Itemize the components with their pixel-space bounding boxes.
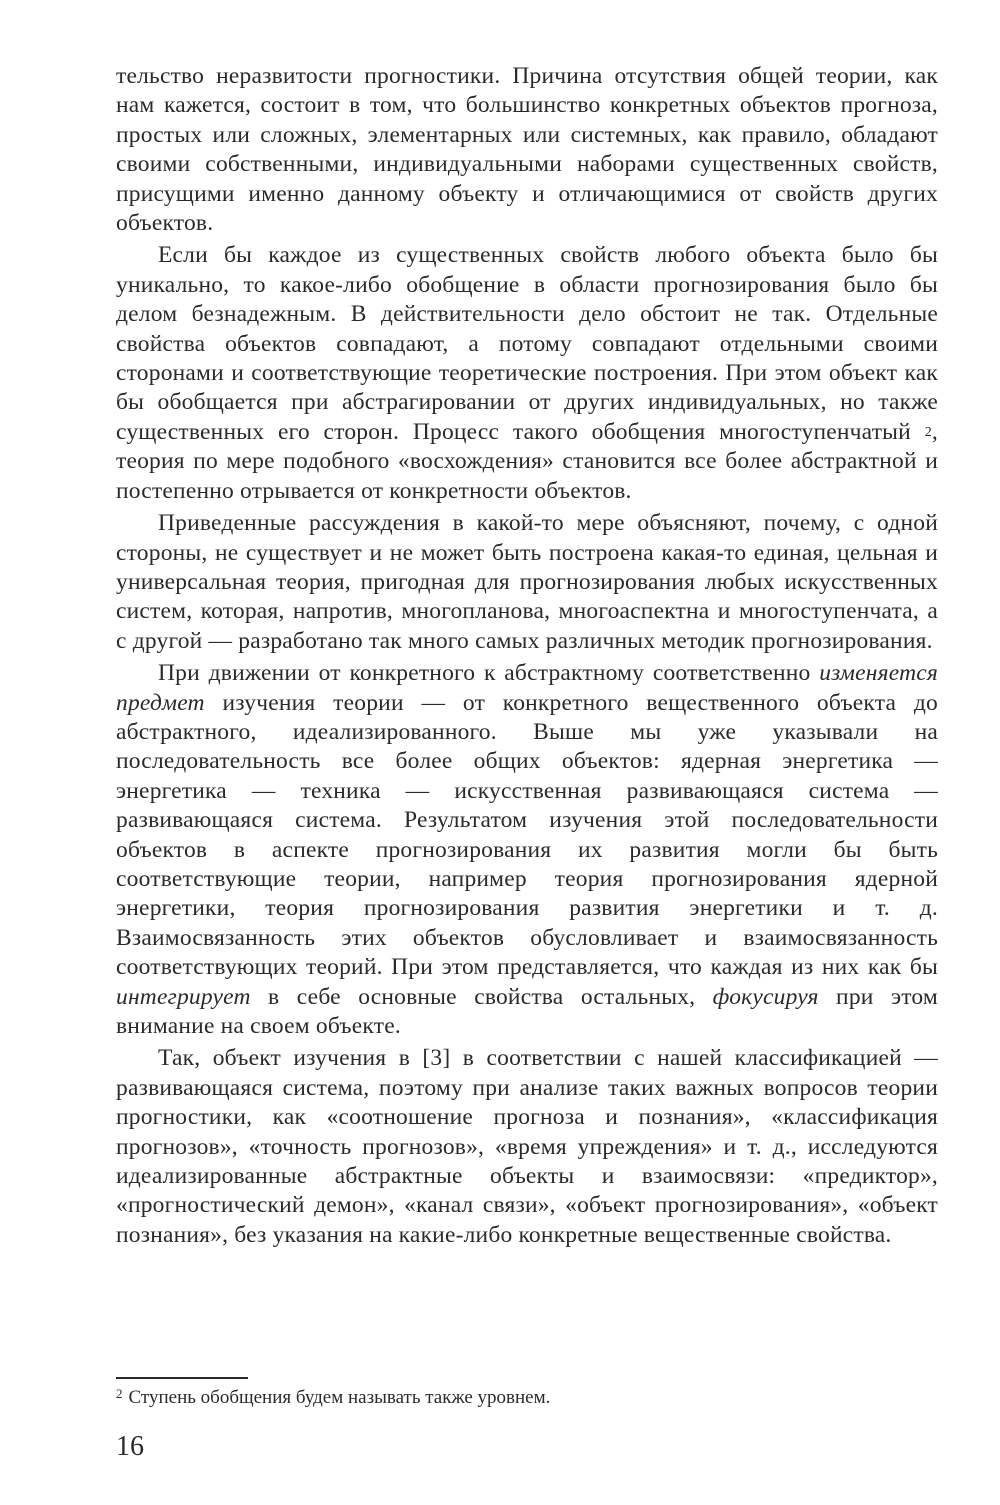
paragraph-4-text-d: при этом внимание на своем объекте.: [116, 983, 938, 1039]
page-body: [116, 62, 938, 1250]
paragraph-1-text: тельство неразвитости прогностики. Причина отсутствия общей теории, как нам кажется, состоит в том, что большинство конкретных объектов прогноза, простых или сложных, элементарных или системных, как правило, обладают своими собственными, индивидуальными наборами существенных свойств, присущими именно данному объекту и отличающимися от свойств других объектов.: [116, 63, 938, 237]
paragraph-2-text-a: Если бы каждое из существенных свойств любого объекта было бы уникально, то какое-либо обобщение в области прогнозирования было бы делом безнадежным. В действительности дело обстоит не так. Отдельные свойства объектов совпадают, а потому совпадают отдельными своими сторонами и соответствующие теоретические построения. При этом объект как бы обобщается при абстрагировании от других индивидуальных, но также существенных его сторон. Процесс такого обобщения многоступенчатый: [116, 242, 938, 445]
paragraph-3: [116, 509, 938, 656]
footnote: [116, 1385, 938, 1412]
paragraph-2-text-b: , теория по мере подобного «восхождения» становится все более абстрактной и постепенно отрывается от конкретности объектов.: [116, 418, 938, 504]
footnote-mark: 2: [116, 1386, 123, 1401]
emphasis-changes-subject: изменяется предмет: [116, 660, 938, 716]
paragraph-5: [116, 1044, 938, 1250]
paragraph-5-text: Так, объект изучения в [3] в соответствии с нашей классификацией — развивающаяся система, поэтому при анализе таких важных вопросов теории прогностики, как «соотношение прогноза и познания», «классификация прогнозов», «точность прогнозов», «время упреждения» и т. д., исследуются идеализированные абстрактные объекты и взаимосвязи: «предиктор», «прогностический демон», «канал связи», «объект прогнозирования», «объект познания», без указания на какие-либо конкретные вещественные свойства.: [116, 1045, 938, 1248]
paragraph-4-text-c: в себе основные свойства остальных,: [250, 983, 713, 1010]
paragraph-4: [116, 659, 938, 1041]
paragraph-1: [116, 62, 938, 238]
emphasis-integrates: интегрирует: [116, 983, 251, 1010]
paragraph-4-text-a: При движении от конкретного к абстрактному соответственно: [158, 660, 820, 687]
paragraph-2: [116, 241, 938, 506]
emphasis-focusing: фокусируя: [712, 983, 819, 1010]
footnote-text: Ступень обобщения будем называть также уровнем.: [128, 1387, 551, 1408]
paragraph-3-text: Приведенные рассуждения в какой-то мере объясняют, почему, с одной стороны, не существует и не может быть построена какая-то единая, цельная и универсальная теория, пригодная для прогнозирования любых искусственных систем, которая, напротив, многопланова, многоаспектна и многоступенчата, а с другой — разработано так много самых различных методик прогнозирования.: [116, 510, 938, 654]
page-number: 16: [116, 1431, 144, 1462]
footnote-divider: [116, 1377, 248, 1379]
paragraph-4-text-b: изучения теории — от конкретного вещественного объекта до абстрактного, идеализированного. Выше мы уже указывали на последовательность все более общих объектов: ядерная энергетика — энергетика — техника — искусственная развивающаяся система — развивающаяся система. Результатом изучения этой последовательности объектов в аспекте прогнозирования их развития могли бы быть соответствующие теории, например теория прогнозирования ядерной энергетики, теория прогнозирования развития энергетики и т. д. Взаимосвязанность этих объектов обусловливает и взаимосвязанность соответствующих теорий. При этом представляется, что каждая из них как бы: [116, 689, 938, 981]
footnote-reference[interactable]: 2: [924, 424, 932, 440]
